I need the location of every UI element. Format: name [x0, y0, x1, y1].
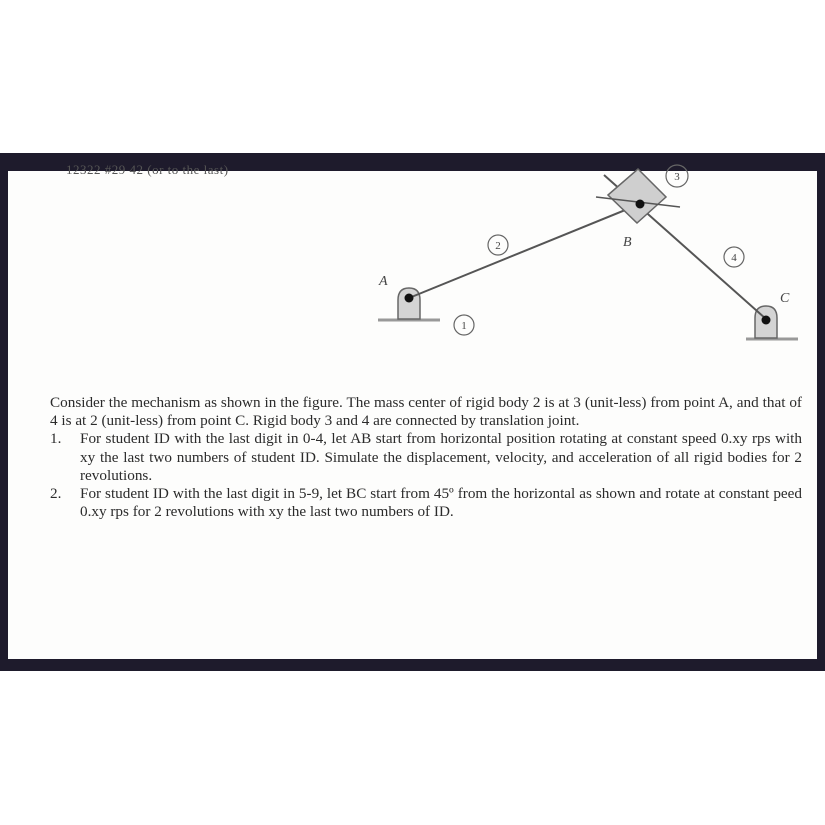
body-number-1: [454, 315, 474, 335]
header-fragment: 12322 #29 42 (or to the last): [66, 162, 229, 177]
problem-intro: Consider the mechanism as shown in the figure. The mass center of rigid body 2 is at 3 (unit-less) from point A, and that of 4 is at 2 (unit-less) from point C. Rigid body 3 and 4 are connected by translation joint.: [50, 394, 802, 430]
svg-text:1: 1: [461, 320, 467, 332]
svg-text:3: 3: [674, 171, 680, 183]
body-number-3: [666, 165, 688, 187]
problem-item-1: [50, 430, 802, 485]
link-ab: [409, 204, 640, 298]
svg-text:2: 2: [495, 240, 501, 252]
pin-a: [405, 294, 414, 303]
pivot-a-support: [398, 288, 420, 319]
photo-frame: [0, 153, 825, 671]
slider-block: [608, 169, 666, 223]
label-a: A: [379, 274, 388, 289]
problem-text: [50, 394, 802, 521]
pin-b: [636, 200, 645, 209]
item-text: For student ID with the last digit in 5-9, let BC start from 45º from the horizontal as shown and rotate at constant peed 0.xy rps for 2 revolutions with xy the last two numbers of ID.: [80, 485, 802, 521]
item-number: 1.: [50, 430, 62, 448]
label-b: B: [623, 235, 632, 250]
pin-c: [762, 316, 771, 325]
body-number-2: [488, 235, 508, 255]
item-text: For student ID with the last digit in 0-4, let AB start from horizontal position rotating at constant speed 0.xy rps with xy the last two numbers of student ID. Simulate the displacement, velocity, and acceleration of all rigid bodies for 2 revolutions.: [80, 430, 802, 484]
document-page: [8, 162, 817, 659]
item-number: 2.: [50, 485, 62, 503]
body-number-4: [724, 247, 744, 267]
svg-text:4: 4: [731, 252, 737, 264]
label-c: C: [780, 291, 790, 306]
problem-item-2: [50, 485, 802, 521]
mechanism-figure: [8, 171, 817, 371]
